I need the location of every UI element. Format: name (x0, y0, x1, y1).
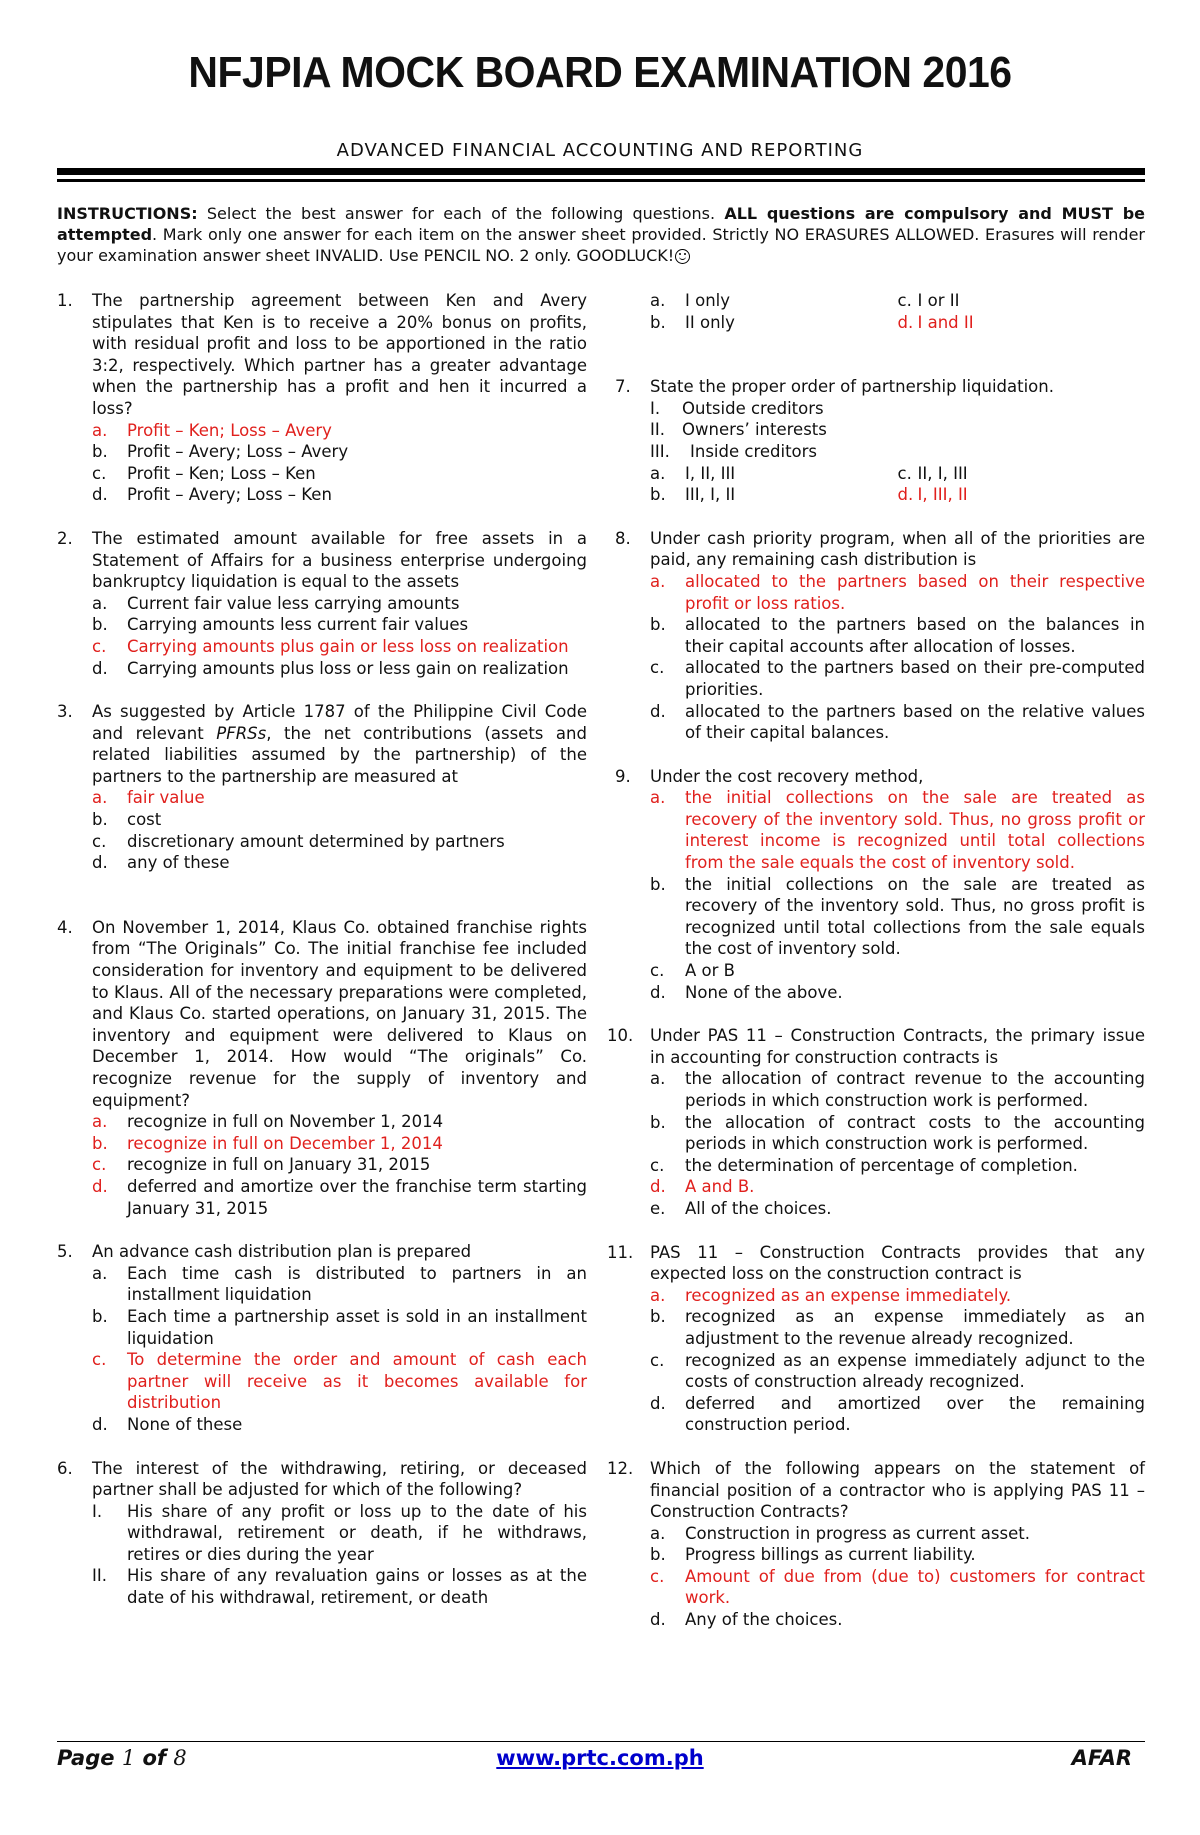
choice-b: b. recognize in full on December 1, 2014 (92, 1133, 443, 1153)
choice-d: d. Any of the choices. (650, 1610, 843, 1630)
choice-a: a. fair value (92, 788, 205, 808)
smiley-icon (675, 249, 690, 264)
instructions (57, 203, 1145, 266)
question-text: On November 1, 2014, Klaus Co. obtained franchise rights from “The Originals” Co. The initial franchise fee included consideration for inventory and equipment to be delivered to Klaus. All of the necessary preparations were completed, and Klaus Co. started operations, on January 31, 2015. The inventory and equipment were delivered to Klaus on December 1, 2014. How would “The originals” Co. recognize revenue for the supply of inventory and equipment? (92, 917, 587, 1110)
choice-d: d. I, III, II (897, 485, 968, 505)
choice-e: e. All of the choices. (650, 1198, 832, 1218)
choice-b: b. Carrying amounts less current fair values (92, 615, 469, 635)
question-text: As suggested by Article 1787 of the Philippine Civil Code and relevant PFRSs, the net contributions (assets and related liabilities assumed by the partnership) of the partners to the partnership are measured at (92, 702, 587, 786)
choice-c: c. A or B (650, 961, 735, 981)
choice-a: a. recognized as an expense immediately. (650, 1285, 1012, 1305)
choice-d: d. I and II (897, 312, 974, 332)
choice-b: b. cost (92, 810, 162, 830)
choice-b: b. the initial collections on the sale are treated as recovery of the inventory sold. Thus, no gross profit is recognized until total collections from the sale equals the cost of inventory sold. (650, 874, 1145, 959)
question-number: 2. (57, 528, 73, 548)
choice-a: a. Each time cash is distributed to partners in an installment liquidation (92, 1263, 587, 1305)
header-rule-thin (57, 179, 1145, 182)
question-number: 3. (57, 702, 73, 722)
question-6-choices (615, 290, 1145, 333)
question-5 (57, 1241, 587, 1435)
question-7 (615, 376, 1145, 506)
choice-c: c. recognized as an expense immediately adjunct to the costs of construction already recognized. (650, 1350, 1145, 1392)
exam-title: NFJPIA MOCK BOARD EXAMINATION 2016 (188, 48, 1012, 97)
question-number: 11. (607, 1242, 634, 1262)
website-link[interactable]: www.prtc.com.ph (496, 1746, 704, 1770)
choice-b: b. III, I, II (650, 485, 736, 505)
question-6 (57, 1458, 587, 1609)
choice-a: a. Profit – Ken; Loss – Avery (92, 420, 332, 440)
question-text: Which of the following appears on the statement of financial position of a contractor who is applying PAS 11 – Construction Contracts? (650, 1458, 1145, 1522)
question-number: 4. (57, 917, 73, 937)
choice-row (650, 290, 1145, 312)
question-text: The interest of the withdrawing, retiring, or deceased partner shall be adjusted for which of the following? (92, 1458, 587, 1500)
question-number: 8. (615, 528, 631, 548)
question-number: 1. (57, 291, 73, 310)
choice-c: c. allocated to the partners based on their pre-computed priorities. (650, 658, 1145, 699)
instructions-text-2: . Mark only one answer for each item on the answer sheet provided. Strictly NO ERASURES ALLOWED. Erasures will render your examination answer sheet INVALID. Use PENCIL NO. 2 only. GOODLUCK! (57, 225, 1145, 265)
question-text: Under the cost recovery method, (650, 766, 924, 786)
question-number: 6. (57, 1458, 73, 1478)
choice-c: c. the determination of percentage of completion. (650, 1155, 1078, 1175)
choice-c: c. I or II (897, 291, 960, 310)
choice-c: c. Carrying amounts plus gain or less loss on realization (92, 636, 569, 656)
choice-d: d. None of the above. (650, 982, 843, 1002)
question-12 (607, 1458, 1145, 1631)
statement-i: I. His share of any profit or loss up to the date of his withdrawal, retirement or death, if he withdraws, retires or dies during the year (92, 1501, 587, 1564)
choice-b: b. Each time a partnership asset is sold in an installment liquidation (92, 1306, 587, 1348)
choice-b: b. II only (650, 312, 735, 332)
right-column (607, 290, 1145, 1653)
question-text: PAS 11 – Construction Contracts provides that any expected loss on the construction contract is (650, 1242, 1145, 1284)
question-11 (607, 1242, 1145, 1436)
page-indicator: Page 1 of 8 (57, 1746, 187, 1770)
choice-d: d. Profit – Avery; Loss – Ken (92, 485, 332, 505)
question-number: 10. (607, 1026, 634, 1046)
question-2 (57, 528, 587, 679)
statement-ii: II. His share of any revaluation gains or losses as at the date of his withdrawal, retirement, or death (92, 1566, 587, 1608)
exam-subject: ADVANCED FINANCIAL ACCOUNTING AND REPORTING (336, 140, 864, 161)
choice-c: c. Amount of due from (due to) customers for contract work. (650, 1566, 1145, 1608)
question-text: The estimated amount available for free assets in a Statement of Affairs for a business enterprise undergoing bankruptcy liquidation is equal to the assets (92, 528, 587, 592)
choice-a: a. allocated to the partners based on their respective profit or loss ratios. (650, 571, 1145, 613)
choice-c: c. To determine the order and amount of cash each partner will receive as it becomes available for distribution (92, 1350, 587, 1413)
question-number: 12. (607, 1458, 634, 1478)
statement-i: I. Outside creditors (650, 398, 824, 418)
choice-a: a. I, II, III (650, 463, 736, 483)
question-number: 7. (615, 377, 631, 397)
choice-c: c. Profit – Ken; Loss – Ken (92, 463, 316, 483)
choice-d: d. Carrying amounts plus loss or less gain on realization (92, 658, 569, 678)
question-text: Under cash priority program, when all of the priorities are paid, any remaining cash distribution is (650, 528, 1145, 570)
choice-a: a. Current fair value less carrying amounts (92, 593, 460, 613)
choice-a: a. the initial collections on the sale are treated as recovery of the inventory sold. Thus, no gross profit or interest income is recognized until total collections from the sale equals the cost of inventory sold. (650, 788, 1145, 873)
choice-d: d. None of these (92, 1414, 243, 1434)
choice-b: b. allocated to the partners based on the balances in their capital accounts after allocation of losses. (650, 615, 1145, 656)
choice-a: a. Construction in progress as current asset. (650, 1523, 1030, 1543)
header-rule-thick (57, 168, 1145, 175)
instructions-emphasis: ALL questions are compulsory and MUST be attempted (57, 204, 1145, 244)
choice-row (650, 463, 1145, 485)
choice-c: c. recognize in full on January 31, 2015 (92, 1155, 431, 1175)
footer-rule (57, 1741, 1145, 1742)
question-1 (57, 290, 587, 506)
left-column (57, 290, 587, 1631)
choice-a: a. the allocation of contract revenue to the accounting periods in which construction work is performed. (650, 1069, 1145, 1110)
choice-row (650, 484, 1145, 506)
choice-c: c. discretionary amount determined by partners (92, 831, 505, 851)
choice-b: b. recognized as an expense immediately as an adjustment to the revenue already recognized. (650, 1307, 1145, 1348)
choice-d: d. any of these (92, 853, 230, 873)
choice-c: c. II, I, III (897, 463, 968, 483)
choice-row (650, 312, 1145, 334)
instructions-label: INSTRUCTIONS: (57, 204, 198, 223)
question-8 (615, 528, 1145, 744)
choice-d: d. deferred and amortized over the remaining construction period. (650, 1393, 1145, 1435)
choice-d: d. A and B. (650, 1177, 755, 1197)
choice-b: b. Profit – Avery; Loss – Avery (92, 442, 349, 462)
question-text: Under PAS 11 – Construction Contracts, the primary issue in accounting for construction contracts is (650, 1026, 1145, 1067)
question-number: 5. (57, 1242, 73, 1262)
question-number: 9. (615, 766, 631, 786)
choice-b: b. the allocation of contract costs to the accounting periods in which construction work is performed. (650, 1112, 1145, 1154)
question-9 (615, 766, 1145, 1004)
choice-a: a. I only (650, 291, 731, 310)
instructions-text-1: Select the best answer for each of the following questions. (197, 204, 725, 223)
statement-iii: III. Inside creditors (650, 441, 818, 461)
question-3 (57, 701, 587, 874)
question-text: State the proper order of partnership liquidation. (650, 377, 1054, 397)
question-10 (607, 1025, 1145, 1219)
choice-d: d. allocated to the partners based on the relative values of their capital balances. (650, 701, 1145, 743)
question-text: An advance cash distribution plan is prepared (92, 1242, 472, 1262)
choice-b: b. Progress billings as current liability. (650, 1545, 976, 1565)
statement-ii: II. Owners’ interests (650, 420, 827, 440)
subject-code: AFAR (1071, 1746, 1132, 1770)
choice-a: a. recognize in full on November 1, 2014 (92, 1112, 444, 1132)
question-4 (57, 917, 587, 1219)
choice-d: d. deferred and amortize over the franchise term starting January 31, 2015 (92, 1176, 587, 1218)
question-text: The partnership agreement between Ken and Avery stipulates that Ken is to receive a 20% bonus on profits, with residual profit and loss to be apportioned in the ratio 3:2, respectively. Which partner has a greater advantage when the partnership has a profit and hen it incurred a loss? (92, 291, 587, 418)
